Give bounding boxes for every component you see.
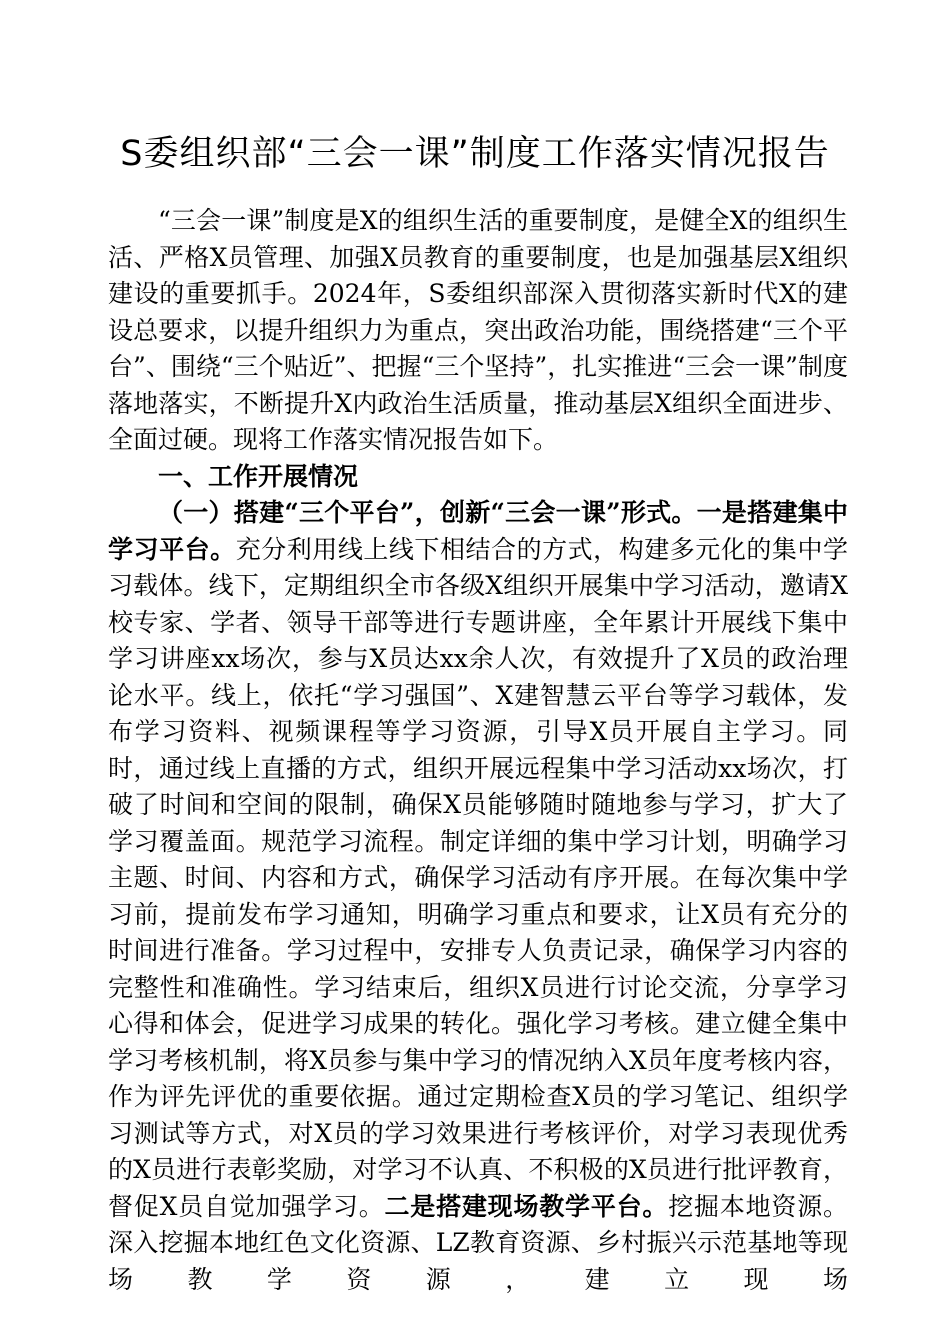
document-body <box>108 203 848 1298</box>
subsection-text-2: 挖掘本地资源。深入挖掘本地红色文化资源、LZ教育资源、乡村振兴示范基地等现场教学资源，建立现场 <box>108 1191 848 1294</box>
subsection-lead-2: 二是搭建现场教学平台。 <box>384 1191 669 1221</box>
section-paragraph <box>108 495 848 1298</box>
subsection-lead: （一）搭建“三个平台”，创新“三会一课”形式。一是搭建集中学习平台。 <box>108 498 848 564</box>
subsection-text: 充分利用线上线下相结合的方式，构建多元化的集中学习载体。线下，定期组织全市各级X组织开展集中学习活动，邀请X校专家、学者、领导干部等进行专题讲座，全年累计开展线下集中学习讲座xx场次，参与X员达xx余人次，有效提升了X员的政治理论水平。线上，依托“学习强国”、X建智慧云平台等学习载体，发布学习资料、视频课程等学习资源，引导X员开展自主学习。同时，通过线上直播的方式，组织开展远程集中学习活动xx场次，打破了时间和空间的限制，确保X员能够随时随地参与学习，扩大了学习覆盖面。规范学习流程。制定详细的集中学习计划，明确学习主题、时间、内容和方式，确保学习活动有序开展。在每次集中学习前，提前发布学习通知，明确学习重点和要求，让X员有充分的时间进行准备。学习过程中，安排专人负责记录，确保学习内容的完整性和准确性。学习结束后，组织X员进行讨论交流，分享学习心得和体会，促进学习成果的转化。强化学习考核。建立健全集中学习考核机制，将X员参与集中学习的情况纳入X员年度考核内容，作为评先评优的重要依据。通过定期检查X员的学习笔记、组织学习测试等方式，对X员的学习效果进行考核评价，对学习表现优秀的X员进行表彰奖励，对学习不认真、不积极的X员进行批评教育，督促X员自觉加强学习。 <box>108 534 848 1221</box>
section-heading: 一、工作开展情况 <box>158 461 359 491</box>
intro-paragraph: “三会一课”制度是X的组织生活的重要制度，是健全X的组织生活、严格X员管理、加强X员教育的重要制度，也是加强基层X组织建设的重要抓手。2024年，S委组织部深入贯彻落实新时代X的建设总要求，以提升组织力为重点，突出政治功能，围绕搭建“三个平台”、围绕“三个贴近”、把握“三个坚持”，扎实推进“三会一课”制度落地落实，不断提升X内政治生活质量，推动基层X组织全面进步、全面过硬。现将工作落实情况报告如下。 <box>108 206 848 454</box>
page-title: S委组织部“三会一课”制度工作落实情况报告 <box>120 134 830 174</box>
